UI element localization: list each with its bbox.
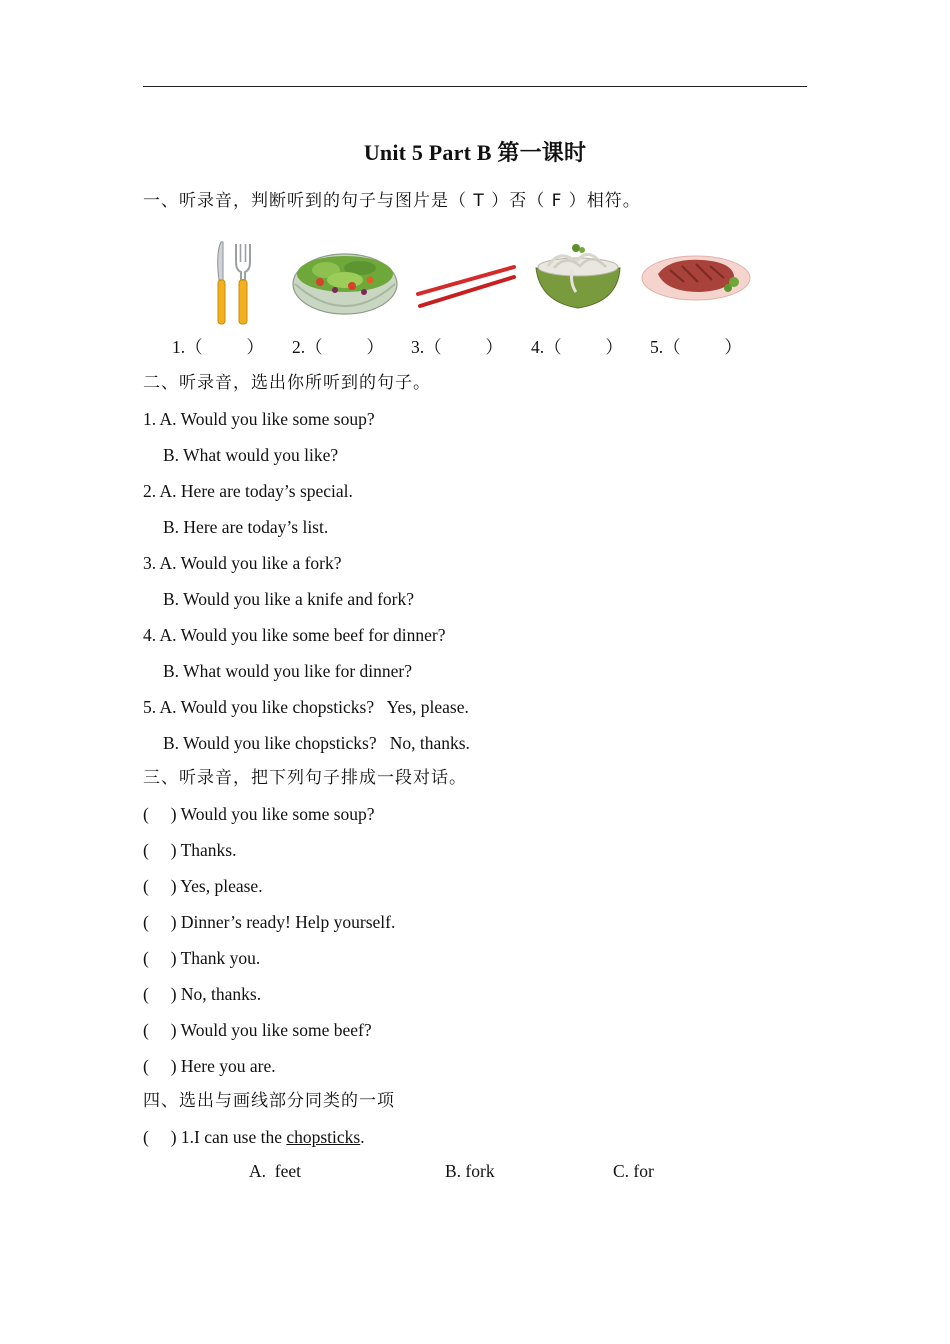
- s4-q1-underlined-word: chopsticks: [286, 1127, 361, 1147]
- s4-question-1: [143, 1126, 365, 1148]
- s3-item-1: ( ) Would you like some soup?: [143, 804, 375, 824]
- s2-item-4a: 4. A. Would you like some beef for dinner?: [143, 625, 446, 645]
- s2-item-1b: B. What would you like?: [163, 445, 339, 465]
- page-title: Unit 5 Part B 第一课时: [363, 140, 587, 165]
- s4-q1-suffix: .: [360, 1127, 365, 1147]
- s2-item-5a: 5. A. Would you like chopsticks? Yes, please.: [143, 697, 469, 717]
- beef-icon: [640, 252, 752, 302]
- s2-item-1a: 1. A. Would you like some soup?: [143, 409, 375, 429]
- s3-item-3: ( ) Yes, please.: [143, 876, 263, 896]
- noodles-icon: [532, 240, 624, 312]
- s2-item-3a: 3. A. Would you like a fork?: [143, 553, 342, 573]
- s3-item-4: ( ) Dinner’s ready! Help yourself.: [143, 912, 396, 932]
- salad-icon: [290, 250, 400, 320]
- answer-1: 1.（ ）: [172, 337, 264, 357]
- s3-item-5: ( ) Thank you.: [143, 948, 261, 968]
- s4-option-c: C. for: [613, 1161, 654, 1181]
- answer-5: 5.（ ）: [650, 337, 742, 357]
- s3-item-2: ( ) Thanks.: [143, 840, 237, 860]
- s3-item-6: ( ) No, thanks.: [143, 984, 262, 1004]
- section1-heading: 一、听录音，判断听到的句子与图片是（ T ）否（ F ）相符。: [143, 191, 641, 211]
- knife-fork-icon: [208, 240, 256, 326]
- s2-item-2a: 2. A. Here are today’s special.: [143, 481, 353, 501]
- section2-heading: 二、听录音，选出你所听到的句子。: [143, 373, 431, 393]
- section3-heading: 三、听录音，把下列句子排成一段对话。: [143, 768, 467, 788]
- s2-item-3b: B. Would you like a knife and fork?: [163, 589, 414, 609]
- chopsticks-icon: [414, 262, 518, 310]
- section4-heading: 四、选出与画线部分同类的一项: [143, 1091, 395, 1111]
- s3-item-7: ( ) Would you like some beef?: [143, 1020, 372, 1040]
- s2-item-2b: B. Here are today’s list.: [163, 517, 329, 537]
- answer-4: 4.（ ）: [531, 337, 623, 357]
- s4-option-a: A. feet: [249, 1161, 301, 1181]
- header-rule: [143, 86, 807, 87]
- s4-q1-prefix: ( ) 1.I can use the: [143, 1127, 287, 1147]
- s2-item-5b: B. Would you like chopsticks? No, thanks.: [163, 733, 470, 753]
- s2-item-4b: B. What would you like for dinner?: [163, 661, 412, 681]
- s4-option-b: B. fork: [445, 1161, 495, 1181]
- answer-2: 2.（ ）: [292, 337, 384, 357]
- answer-3: 3.（ ）: [411, 337, 503, 357]
- s3-item-8: ( ) Here you are.: [143, 1056, 276, 1076]
